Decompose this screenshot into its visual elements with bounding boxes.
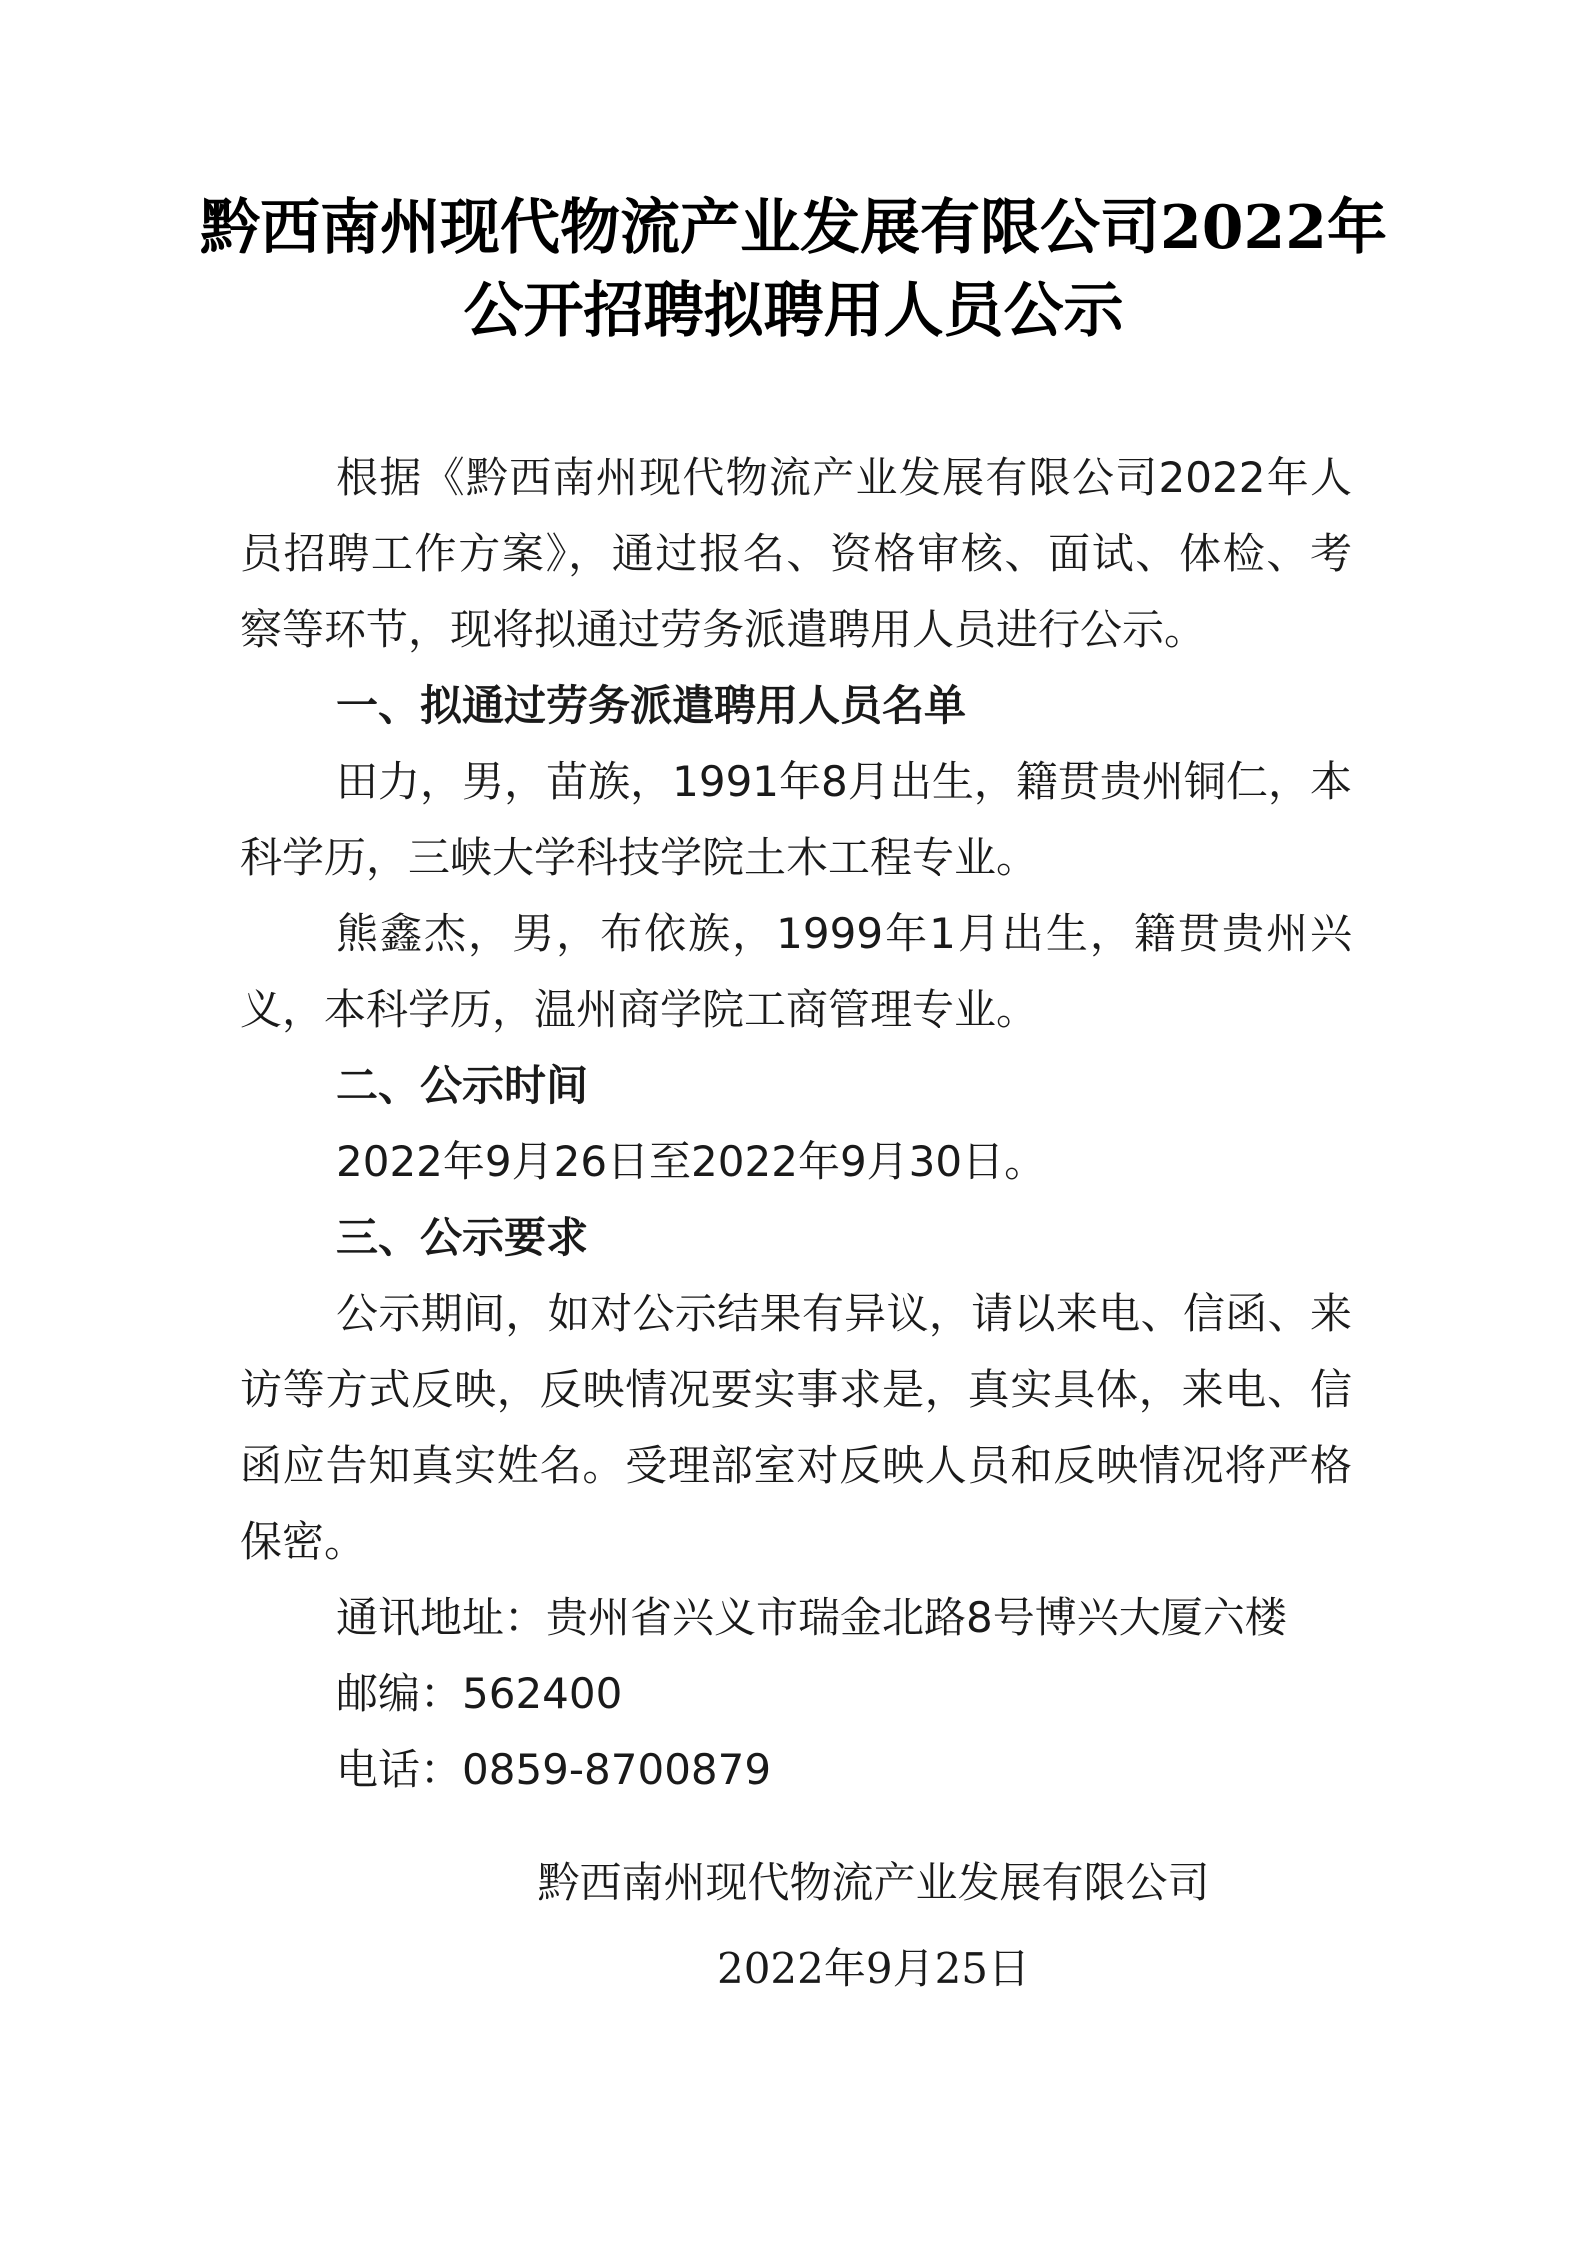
section-3-heading: 三、公示要求 <box>336 1213 589 1262</box>
document-body <box>240 440 1352 1808</box>
signature-organization: 黔西南州现代物流产业发展有限公司 <box>537 1858 1210 1907</box>
contact-phone: 电话：0859-8700879 <box>336 1745 772 1794</box>
signature-date: 2022年9月25日 <box>716 1944 1031 1993</box>
contact-address: 通讯地址：贵州省兴义市瑞金北路8号博兴大厦六楼 <box>336 1593 1287 1642</box>
document-title-line-2: 公开招聘拟聘用人员公示 <box>463 276 1124 346</box>
contact-postcode: 邮编：562400 <box>336 1669 623 1718</box>
requirement-paragraph: 公示期间，如对公示结果有异议，请以来电、信函、来访等方式反映，反映情况要实事求是，真实具体，来电、信函应告知真实姓名。受理部室对反映人员和反映情况将严格保密。 <box>240 1289 1352 1566</box>
intro-paragraph: 根据《黔西南州现代物流产业发展有限公司2022年人员招聘工作方案》，通过报名、资格审核、面试、体检、考察等环节，现将拟通过劳务派遣聘用人员进行公示。 <box>240 453 1352 654</box>
candidate-2-paragraph: 熊鑫杰，男，布依族，1999年1月出生，籍贯贵州兴义，本科学历，温州商学院工商管理专业。 <box>240 909 1352 1034</box>
candidate-1-paragraph: 田力，男，苗族，1991年8月出生，籍贯贵州铜仁，本科学历，三峡大学科技学院土木工程专业。 <box>240 757 1352 882</box>
section-2-heading: 二、公示时间 <box>336 1061 589 1110</box>
document-title-line-1: 黔西南州现代物流产业发展有限公司2022年 <box>200 193 1387 263</box>
section-1-heading: 一、拟通过劳务派遣聘用人员名单 <box>336 681 967 730</box>
publicity-period: 2022年9月26日至2022年9月30日。 <box>336 1137 1047 1186</box>
